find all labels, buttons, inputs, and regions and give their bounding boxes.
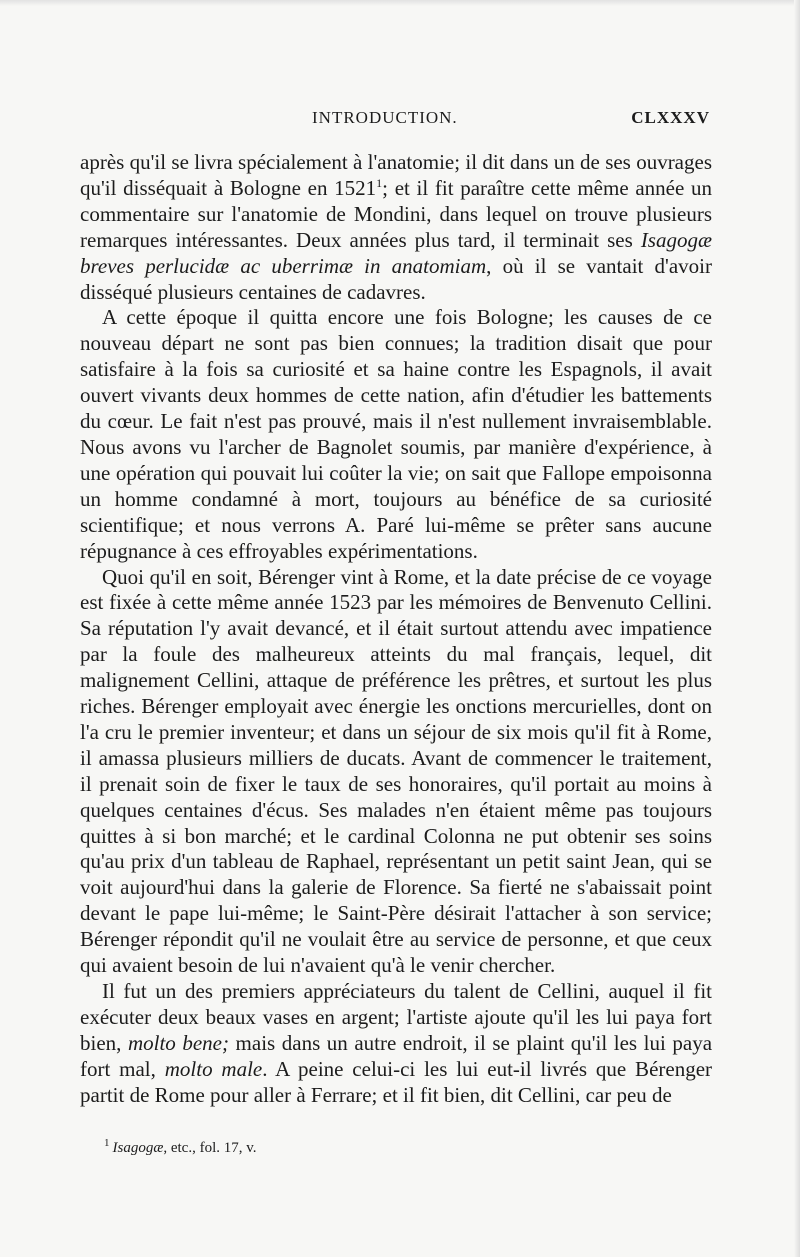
- paragraph-1-part-b: ; et il fit paraître cette même année un commentaire sur l'anatomie de Mondini, dans lequel on trouve plusieurs remarques intéressantes. Deux années plus tard, il terminait ses: [80, 175, 712, 252]
- running-head: [80, 106, 710, 136]
- paragraph-4: [80, 979, 712, 1109]
- paragraph-1-part-a: après qu'il se livra spécialement à l'anatomie; il dit dans un de ses ouvrages qu'il disséquait à Bologne en 1521: [80, 150, 712, 200]
- paragraph-1: [80, 150, 712, 305]
- italic-molto-male: molto male: [164, 1056, 263, 1081]
- paragraph-1-part-c: , où il se vantait d'avoir disséqué plusieurs centaines de cadavres.: [80, 253, 712, 304]
- footnote-reference: 1: [376, 175, 383, 190]
- footnote: [104, 1137, 257, 1157]
- book-title-italic: Isagogæ breves perlucidæ ac uberrimæ in anatomiam: [80, 227, 712, 278]
- italic-molto-bene: molto bene;: [127, 1030, 229, 1055]
- paragraph-3: Quoi qu'il en soit, Bérenger vint à Rome, et la date précise de ce voyage est fixée à cette même année 1523 par les mémoires de Benvenuto Cellini. Sa réputation l'y avait devancé, et il était surtout attendu avec impatience par la foule des malheureux atteints du mal français, lequel, dit malignement Cellini, attaque de préférence les prêtres, et surtout les plus riches. Bérenger employait avec énergie les onctions mercurielles, dont on l'a cru le premier inventeur; et dans un séjour de six mois qu'il fit à Rome, il amassa plusieurs milliers de ducats. Avant de commencer le traitement, il prenait soin de fixer le taux de ses honoraires, qu'il portait au moins à quelques centaines d'écus. Ses malades n'en étaient même pas toujours quittes à si bon marché; et le cardinal Colonna ne put obtenir ses soins qu'au prix d'un tableau de Raphael, représentant un petit saint Jean, qui se voit aujourd'hui dans la galerie de Florence. Sa fierté ne s'abaissait point devant le pape lui-même; le Saint-Père désirait l'attacher à son service; Bérenger répondit qu'il ne voulait être au service de personne, et que ceux qui avaient besoin de lui n'avaient qu'à le venir chercher.: [80, 564, 712, 978]
- page-number: CLXXXV: [631, 108, 710, 127]
- paragraph-4-part-c: . A peine celui-ci les lui eut-il livrés que Bérenger partit de Rome pour aller à Ferrare; et il fit bien, dit Cellini, car peu de: [80, 1056, 713, 1107]
- footnote-number: 1: [104, 1137, 110, 1149]
- page-edge-top: [0, 0, 800, 6]
- paragraph-2: A cette époque il quitta encore une fois Bologne; les causes de ce nouveau départ ne sont pas bien connues; la tradition disait que pour satisfaire à la fois sa curiosité et sa haine contre les Espagnols, il avait ouvert vivants deux hommes de cette nation, afin d'étudier les battements du cœur. Le fait n'est pas prouvé, mais il n'est nullement invraisemblable. Nous avons vu l'archer de Bagnolet soumis, par manière d'expérience, à une opération qui pouvait lui coûter la vie; on sait que Fallope empoisonna un homme condamné à mort, toujours au bénéfice de sa curiosité scientifique; et nous verrons A. Paré lui-même se prêter sans aucune répugnance à ces effroyables expérimentations.: [80, 305, 712, 563]
- footnote-text: , etc., fol. 17, v.: [163, 1140, 257, 1156]
- running-title: INTRODUCTION.: [312, 108, 458, 127]
- footnote-italic: Isagogæ: [112, 1140, 164, 1156]
- paragraph-4-part-a: Il fut un des premiers appréciateurs du talent de Cellini, auquel il fit exécuter deux beaux vases en argent; l'artiste ajoute qu'il les lui paya fort bien,: [80, 979, 712, 1055]
- page-edge-right: [794, 0, 800, 1257]
- body-text: [80, 150, 712, 1109]
- paragraph-4-part-b: mais dans un autre endroit, il se plaint qu'il les lui paya fort mal,: [80, 1030, 713, 1081]
